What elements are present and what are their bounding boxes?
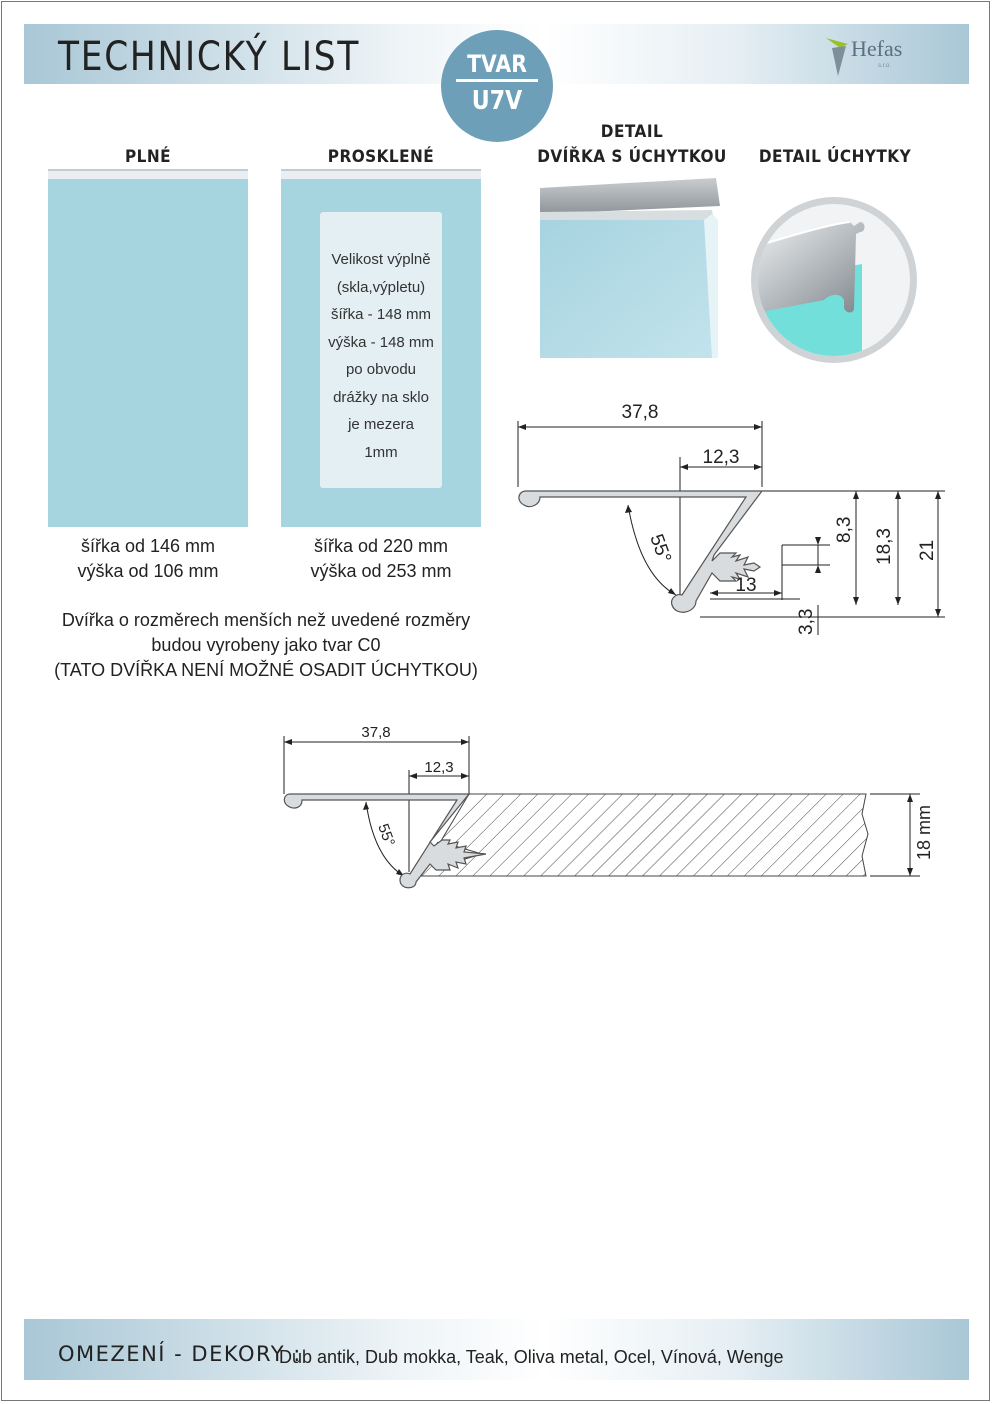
fill-line: je mezera xyxy=(348,416,414,433)
fill-line: výška - 148 mm xyxy=(328,333,434,351)
restricted-decors-list: Dub antik, Dub mokka, Teak, Oliva metal, Ocel, Vínová, Wenge xyxy=(279,1347,784,1367)
note-line: budou vyrobeny jako tvar C0 xyxy=(151,635,381,655)
plne-width: šířka od 146 mm xyxy=(80,536,216,556)
logo-subtext: s.r.o. xyxy=(878,63,892,69)
dim-lip-label: 12,3 xyxy=(702,447,740,468)
dim-depth-label: 13 xyxy=(735,575,757,596)
profile-cross-section-drawing xyxy=(500,395,970,640)
fill-line: Velikost výplně xyxy=(331,251,431,268)
fill-line: šířka - 148 mm xyxy=(330,306,432,323)
badge-label: TVAR xyxy=(467,50,527,78)
profile-on-board-drawing xyxy=(270,722,950,897)
heading-detail-uchytky: DETAIL ÚCHYTKY xyxy=(758,147,912,167)
heading-detail-line2: DVÍŘKA S ÚCHYTKOU xyxy=(537,147,727,167)
fill-line: 1mm xyxy=(364,443,398,461)
dim-lip-label: 12,3 xyxy=(424,759,454,776)
dim-21-label: 21 xyxy=(917,539,938,561)
heading-prosklene: PROSKLENÉ xyxy=(327,147,435,167)
badge-divider xyxy=(456,79,538,82)
plne-dimensions xyxy=(48,534,248,584)
dim-total-label: 37,8 xyxy=(621,402,659,423)
glass-fill-area xyxy=(320,212,442,488)
logo-text: Hefas xyxy=(851,36,903,61)
dim-total-label: 37,8 xyxy=(361,724,391,741)
door-handle-detail-image xyxy=(536,176,722,360)
fill-line: (skla,výpletu) xyxy=(336,278,426,296)
prosklene-dimensions xyxy=(281,534,481,584)
dim-3-3-label: 3,3 xyxy=(796,608,817,635)
heading-plne: PLNÉ xyxy=(124,147,172,167)
plne-height: výška od 106 mm xyxy=(77,561,219,581)
handle-detail-circle-image xyxy=(750,196,918,364)
fill-line: drážky na sklo xyxy=(333,388,429,406)
dim-8-3-label: 8,3 xyxy=(834,516,855,543)
note-line: Dvířka o rozměrech menších než uvedené rozměry xyxy=(61,610,471,630)
heading-detail-line1: DETAIL xyxy=(600,122,664,142)
dim-board-label: 18 mm xyxy=(914,804,934,860)
note-line: (TATO DVÍŘKA NENÍ MOŽNÉ OSADIT ÚCHYTKOU) xyxy=(54,660,478,680)
restrictions-label: OMEZENÍ - DEKORY : xyxy=(58,1342,302,1366)
dim-18-3-label: 18,3 xyxy=(874,528,895,565)
prosklene-width: šířka od 220 mm xyxy=(313,536,449,556)
angle-label: 55° xyxy=(645,531,675,566)
panel-plne xyxy=(48,171,248,527)
fill-line: po obvodu xyxy=(345,361,417,378)
badge-code: U7V xyxy=(471,86,523,116)
page-title: TECHNICKÝ LIST xyxy=(58,34,361,80)
angle-label: 55° xyxy=(374,821,398,849)
size-restriction-note xyxy=(50,608,482,683)
prosklene-height: výška od 253 mm xyxy=(310,561,452,581)
